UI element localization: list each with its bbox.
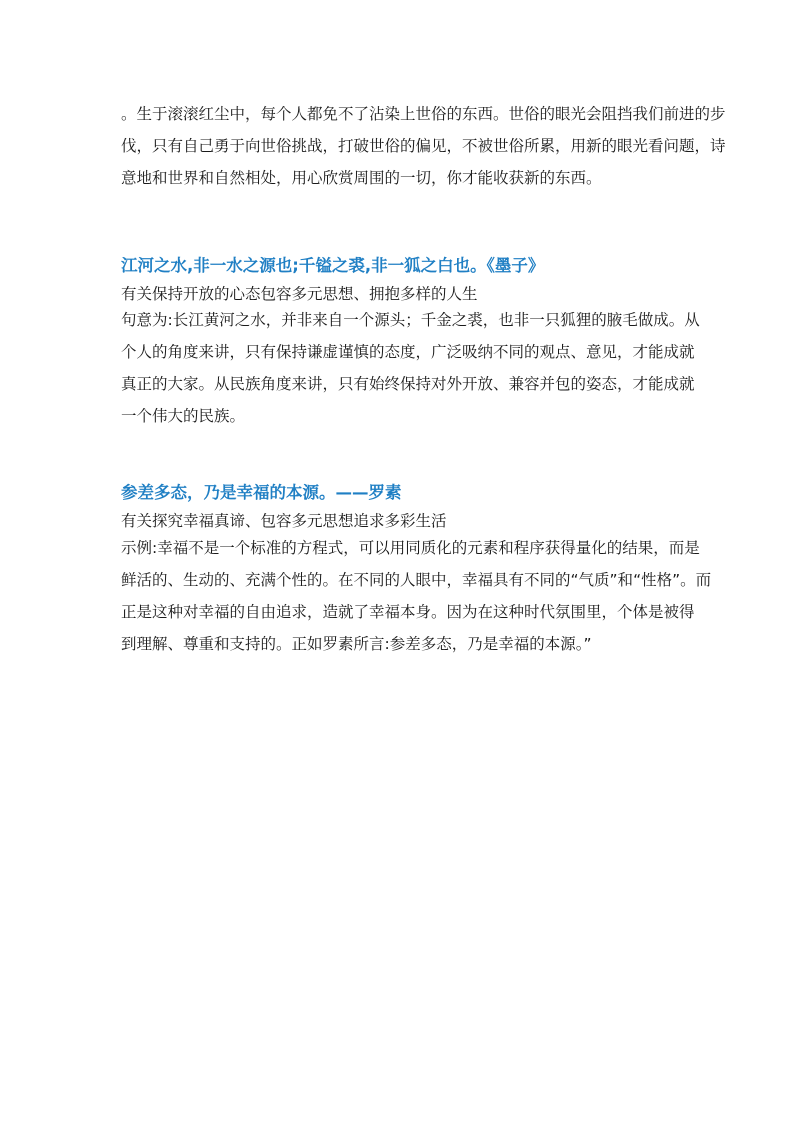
text-line: 一个伟大的民族。 xyxy=(121,407,246,425)
text-line: 鲜活的、生动的、充满个性的。在不同的人眼中，幸福具有不同的“气质”和“性格”。而 xyxy=(121,571,712,589)
section-subtitle: 有关探究幸福真谛、包容多元思想追求多彩生活 xyxy=(121,512,447,530)
intro-paragraph xyxy=(121,98,726,194)
text-line: 个人的角度来讲，只有保持谦虚谨慎的态度，广泛吸纳不同的观点、意见，才能成就 xyxy=(121,343,695,361)
text-line: 正是这种对幸福的自由追求，造就了幸福本身。因为在这种时代氛围里，个体是被得 xyxy=(121,603,695,621)
text-line: 句意为:长江黄河之水，并非来自一个源头；千金之裘，也非一只狐狸的腋毛做成。从 xyxy=(121,311,700,329)
section-subtitle: 有关保持开放的心态包容多元思想、拥抱多样的人生 xyxy=(121,285,478,303)
section-heading: 参差多态，乃是幸福的本源。——罗素 xyxy=(121,483,402,502)
text-line: 意地和世界和自然相处，用心欣赏周围的一切，你才能收获新的东西。 xyxy=(121,169,602,187)
text-line: 示例:幸福不是一个标准的方程式，可以用同质化的元素和程序获得量化的结果，而是 xyxy=(121,539,700,557)
section-paragraph xyxy=(121,532,712,660)
text-line: 到理解、尊重和支持的。正如罗素所言:参差多态，乃是幸福的本源。” xyxy=(121,635,592,653)
text-line: 真正的大家。从民族角度来讲，只有始终保持对外开放、兼容并包的姿态，才能成就 xyxy=(121,375,695,393)
text-line: 。生于滚滚红尘中，每个人都免不了沾染上世俗的东西。世俗的眼光会阻挡我们前进的步 xyxy=(121,105,726,123)
section-paragraph xyxy=(121,304,700,432)
text-line: 伐，只有自己勇于向世俗挑战，打破世俗的偏见，不被世俗所累，用新的眼光看问题，诗 xyxy=(121,137,726,155)
section-heading: 江河之水,非一水之源也;千镒之裘,非一狐之白也。《墨子》 xyxy=(121,256,545,275)
